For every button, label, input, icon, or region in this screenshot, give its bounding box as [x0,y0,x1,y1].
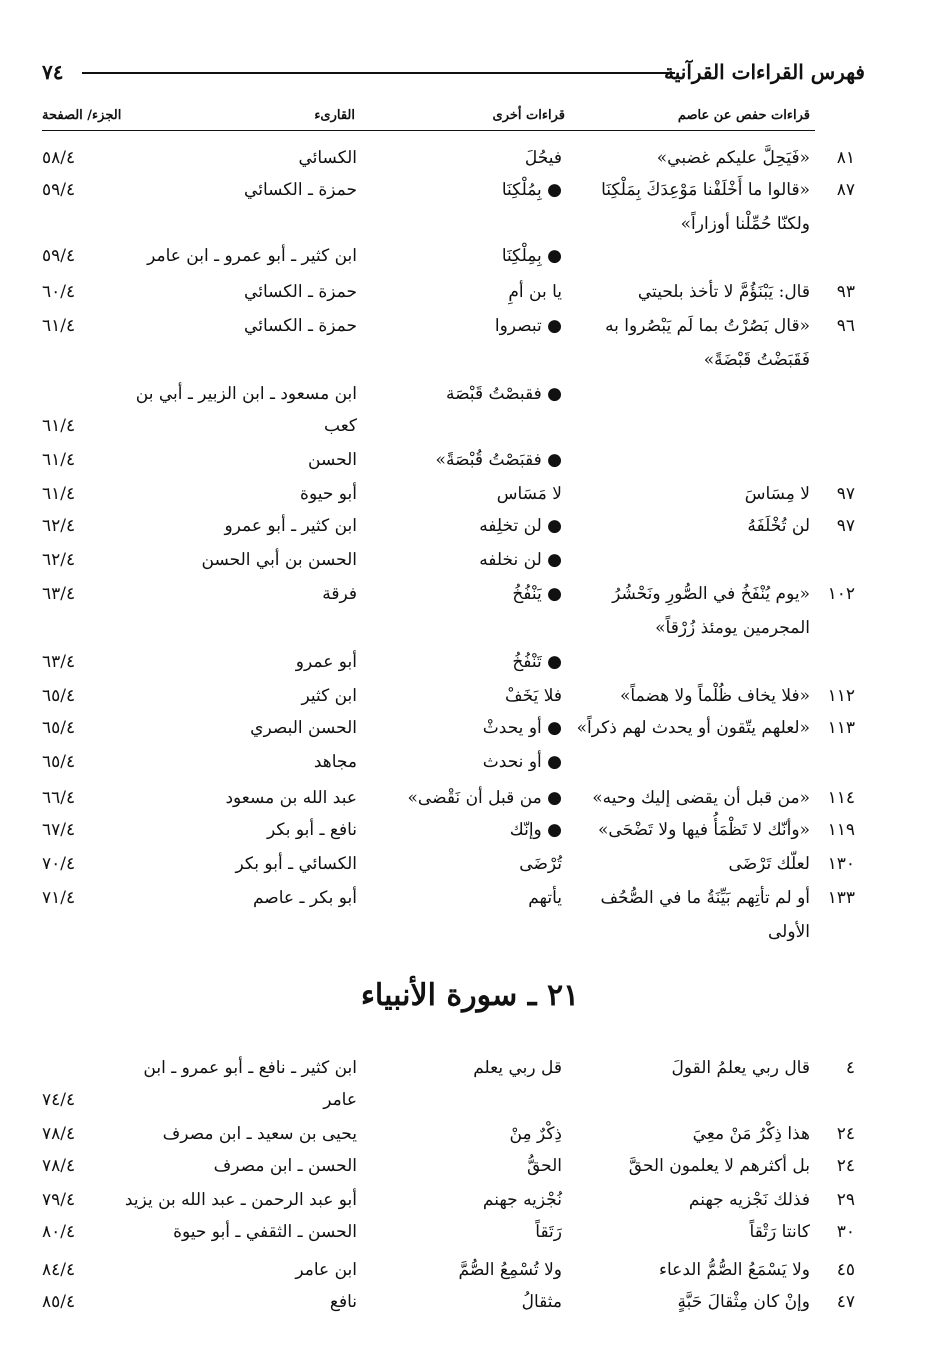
volume-page: ٨٠/٤ [42,1222,76,1242]
verse-number: ٤٧ [836,1292,855,1312]
volume-page: ٧٨/٤ [42,1124,76,1144]
reader-name: أبو بكر ـ عاصم [252,888,357,908]
table-row [0,888,940,922]
other-reading: ● وإنّك [509,820,562,840]
other-reading: نُجْزيه جهنم [482,1190,562,1210]
hafs-reading: لا مِسَاسَ [744,484,810,504]
verse-number: ١١٩ [827,820,855,840]
table-row [0,214,940,248]
other-reading: يأتهم [528,888,562,908]
table-row [0,1124,940,1158]
volume-page: ٧٤/٤ [42,1090,76,1110]
volume-page: ٦٢/٤ [42,516,76,536]
table-row [0,516,940,550]
table-row [0,788,940,822]
verse-number: ٣٠ [836,1222,855,1242]
column-headers [42,108,810,128]
table-row [0,1058,940,1092]
table-row [0,484,940,518]
volume-page: ٥٩/٤ [42,246,76,266]
volume-page: ٦٧/٤ [42,820,76,840]
column-header-reader: القارىء [314,108,355,123]
volume-page: ٦٢/٤ [42,550,76,570]
reader-name: أبو عمرو [295,652,357,672]
other-reading: ● لن تخلِفه [479,516,562,536]
reader-name: ابن كثير [301,686,357,706]
volume-page: ٥٩/٤ [42,180,76,200]
hafs-reading: لعلّك تَرْضَى [728,854,810,874]
other-reading: ● يَنْفُخُ [512,584,562,604]
other-reading: الحقُّ [526,1156,562,1176]
volume-page: ٦٠/٤ [42,282,76,302]
hafs-reading: المجرمين يومئذ زُرْقاً» [655,618,810,638]
volume-page: ٦٥/٤ [42,752,76,772]
volume-page: ٦١/٤ [42,416,76,436]
volume-page: ٦١/٤ [42,450,76,470]
hafs-reading: وإنْ كان مِثْقالَ حَبَّةٍ [677,1292,810,1312]
table-row [0,148,940,182]
reader-name: أبو حيوة [300,484,357,504]
other-reading: رَتَقاً [535,1222,562,1242]
hafs-reading: فَقَبَضْتُ قَبْضَةً» [703,350,810,370]
volume-page: ٦٥/٤ [42,718,76,738]
running-head [42,60,865,90]
hafs-reading: «وأنّك لا تَظْمَأُ فيها ولا تَضْحَى» [598,820,810,840]
table-row [0,282,940,316]
verse-number: ٤ [845,1058,855,1078]
volume-page: ٨٤/٤ [42,1260,76,1280]
column-header-hafs: قراءات حفص عن عاصم [677,108,810,123]
verse-number: ١٣٠ [827,854,855,874]
table-row [0,1090,940,1124]
reader-name: الكسائي ـ أبو بكر [235,854,357,874]
page-number: ٧٤ [42,60,64,84]
hafs-reading: قال: يَبْنَؤُمَّ لا تأخذ بلحيتي [637,282,810,302]
hafs-reading: «قالوا ما أَخْلَفْنا مَوْعِدَكَ بِمَلْكِنَا [601,180,810,200]
reader-name: مجاهد [313,752,357,772]
table-row [0,652,940,686]
hafs-reading: «من قبل أن يقضى إليك وحيه» [592,788,810,808]
volume-page: ٧١/٤ [42,888,76,908]
reader-name: الحسن بن أبي الحسن [201,550,357,570]
other-reading: ● فقبصْتُ قَبْصَة [445,384,562,404]
table-row [0,922,940,956]
header-underline [42,130,815,131]
hafs-reading: فذلك نَجْزيه جهنم [688,1190,810,1210]
reader-name: يحيى بن سعيد ـ ابن مصرف [162,1124,357,1144]
volume-page: ٥٨/٤ [42,148,76,168]
reader-name: ابن مسعود ـ ابن الزبير ـ أبي بن [135,384,357,404]
other-reading: ● من قبل أن نَقْضى» [407,788,562,808]
volume-page: ٦١/٤ [42,316,76,336]
reader-name: أبو عبد الرحمن ـ عبد الله بن يزيد [124,1190,357,1210]
volume-page: ٦٣/٤ [42,652,76,672]
volume-page: ٦١/٤ [42,484,76,504]
hafs-reading: كانتا رَتْقاً [749,1222,810,1242]
reader-name: نافع ـ أبو بكر [266,820,357,840]
table-row [0,1292,940,1326]
reader-name: ابن عامر [295,1260,357,1280]
table-row [0,384,940,418]
verse-number: ٢٤ [836,1156,855,1176]
other-reading: فيحُلَ [524,148,562,168]
table-row [0,450,940,484]
verse-number: ٩٧ [836,516,855,536]
reader-name: عبد الله بن مسعود [225,788,357,808]
table-row [0,618,940,652]
other-reading: تُرْضَى [519,854,562,874]
other-reading: ذِكْرٌ مِنْ [509,1124,562,1144]
hafs-reading: بل أكثرهم لا يعلمون الحقَّ [628,1156,810,1176]
reader-name: حمزة ـ الكسائي [244,282,357,302]
other-reading: قل ربي يعلم [473,1058,562,1078]
other-reading: ● بِمِلْكِنَا [501,246,562,266]
other-reading: ● بِمُلْكِنَا [501,180,562,200]
other-reading: ● أو نحدث [482,752,562,772]
other-reading: ولا تُسْمِعُ الصُّمَّ [458,1260,562,1280]
hafs-reading: ولكنّا حُمِّلْنا أوزاراً» [680,214,810,234]
other-reading: ● فقبَصْتُ قُبْصَةً» [435,450,562,470]
table-row [0,180,940,214]
table-row [0,350,940,384]
column-header-other: قراءات أخرى [492,108,565,123]
other-reading: ● تَنْفُخُ [512,652,562,672]
hafs-reading: لن تُخْلَفَهُ [747,516,810,536]
table-row [0,316,940,350]
reader-name: الحسن [308,450,357,470]
table-row [0,1260,940,1294]
volume-page: ٧٨/٤ [42,1156,76,1176]
other-reading: لا مَسَاس [496,484,562,504]
reader-name: الحسن البصري [250,718,357,738]
other-reading: مثقالُ [521,1292,562,1312]
table-row [0,246,940,280]
table-row [0,550,940,584]
table-row [0,854,940,888]
hafs-reading: ولا يَسْمَعُ الصُّمُّ الدعاء [659,1260,810,1280]
verse-number: ٢٤ [836,1124,855,1144]
reader-name: حمزة ـ الكسائي [244,316,357,336]
reader-name: حمزة ـ الكسائي [244,180,357,200]
table-row [0,1156,940,1190]
header-rule [82,72,675,74]
verse-number: ٩٧ [836,484,855,504]
volume-page: ٦٣/٤ [42,584,76,604]
verse-number: ٢٩ [836,1190,855,1210]
hafs-reading: الأولى [768,922,810,942]
table-row [0,1222,940,1256]
hafs-reading: أو لم تأتِهم بَيِّنَةُ ما في الصُّحُف [600,888,810,908]
reader-name: الحسن ـ ابن مصرف [213,1156,357,1176]
verse-number: ١٠٢ [827,584,855,604]
hafs-reading: هذا ذِكْرُ مَنْ معِيَ [692,1124,810,1144]
reader-name: الحسن ـ الثقفي ـ أبو حيوة [173,1222,357,1242]
verse-number: ٩٣ [836,282,855,302]
verse-number: ٨٧ [836,180,855,200]
table-row [0,718,940,752]
volume-page: ٨٥/٤ [42,1292,76,1312]
hafs-reading: «فَيَحِلَّ عليكم غضبي» [656,148,810,168]
verse-number: ٤٥ [836,1260,855,1280]
verse-number: ٨١ [836,148,855,168]
reader-name: فرقة [322,584,357,604]
other-reading: فلا يَخَفْ [505,686,562,706]
reader-name: ابن كثير ـ نافع ـ أبو عمرو ـ ابن [143,1058,357,1078]
verse-number: ٩٦ [836,316,855,336]
volume-page: ٧٩/٤ [42,1190,76,1210]
verse-number: ١١٢ [827,686,855,706]
hafs-reading: «قال بَصُرْتُ بما لَم يَبْصُروا به [605,316,810,336]
verse-number: ١١٣ [827,718,855,738]
column-header-page: الجزء/ الصفحة [42,108,122,123]
hafs-reading: «لعلهم يتّقون أو يحدث لهم ذكراً» [576,718,810,738]
volume-page: ٦٦/٤ [42,788,76,808]
table-row [0,584,940,618]
volume-page: ٦٥/٤ [42,686,76,706]
surah-title: ٢١ ـ سورة الأنبياء [360,978,580,1013]
other-reading: ● أو يحدثْ [482,718,562,738]
table-row [0,1190,940,1224]
reader-name: نافع [329,1292,357,1312]
reader-name: كعب [324,416,357,436]
table-row [0,752,940,786]
page-title: فهرس القراءات القرآنية [664,60,865,84]
verse-number: ١٣٣ [827,888,855,908]
other-reading: ● تبصروا [494,316,562,336]
hafs-reading: «فلا يخاف ظُلْماً ولا هضماً» [620,686,810,706]
table-row [0,416,940,450]
hafs-reading: «يوم يُنْفَخُ في الصُّورِ ونَحْشُرُ [612,584,810,604]
volume-page: ٧٠/٤ [42,854,76,874]
other-reading: يا بن أمِ [508,282,562,302]
table-row [0,686,940,720]
reader-name: الكسائي [298,148,357,168]
reader-name: ابن كثير ـ أبو عمرو [224,516,357,536]
verse-number: ١١٤ [827,788,855,808]
table-row [0,820,940,854]
reader-name: ابن كثير ـ أبو عمرو ـ ابن عامر [147,246,357,266]
other-reading: ● لن نخلفه [479,550,562,570]
hafs-reading: قال ربي يعلمُ القولَ [671,1058,810,1078]
reader-name: عامر [323,1090,357,1110]
